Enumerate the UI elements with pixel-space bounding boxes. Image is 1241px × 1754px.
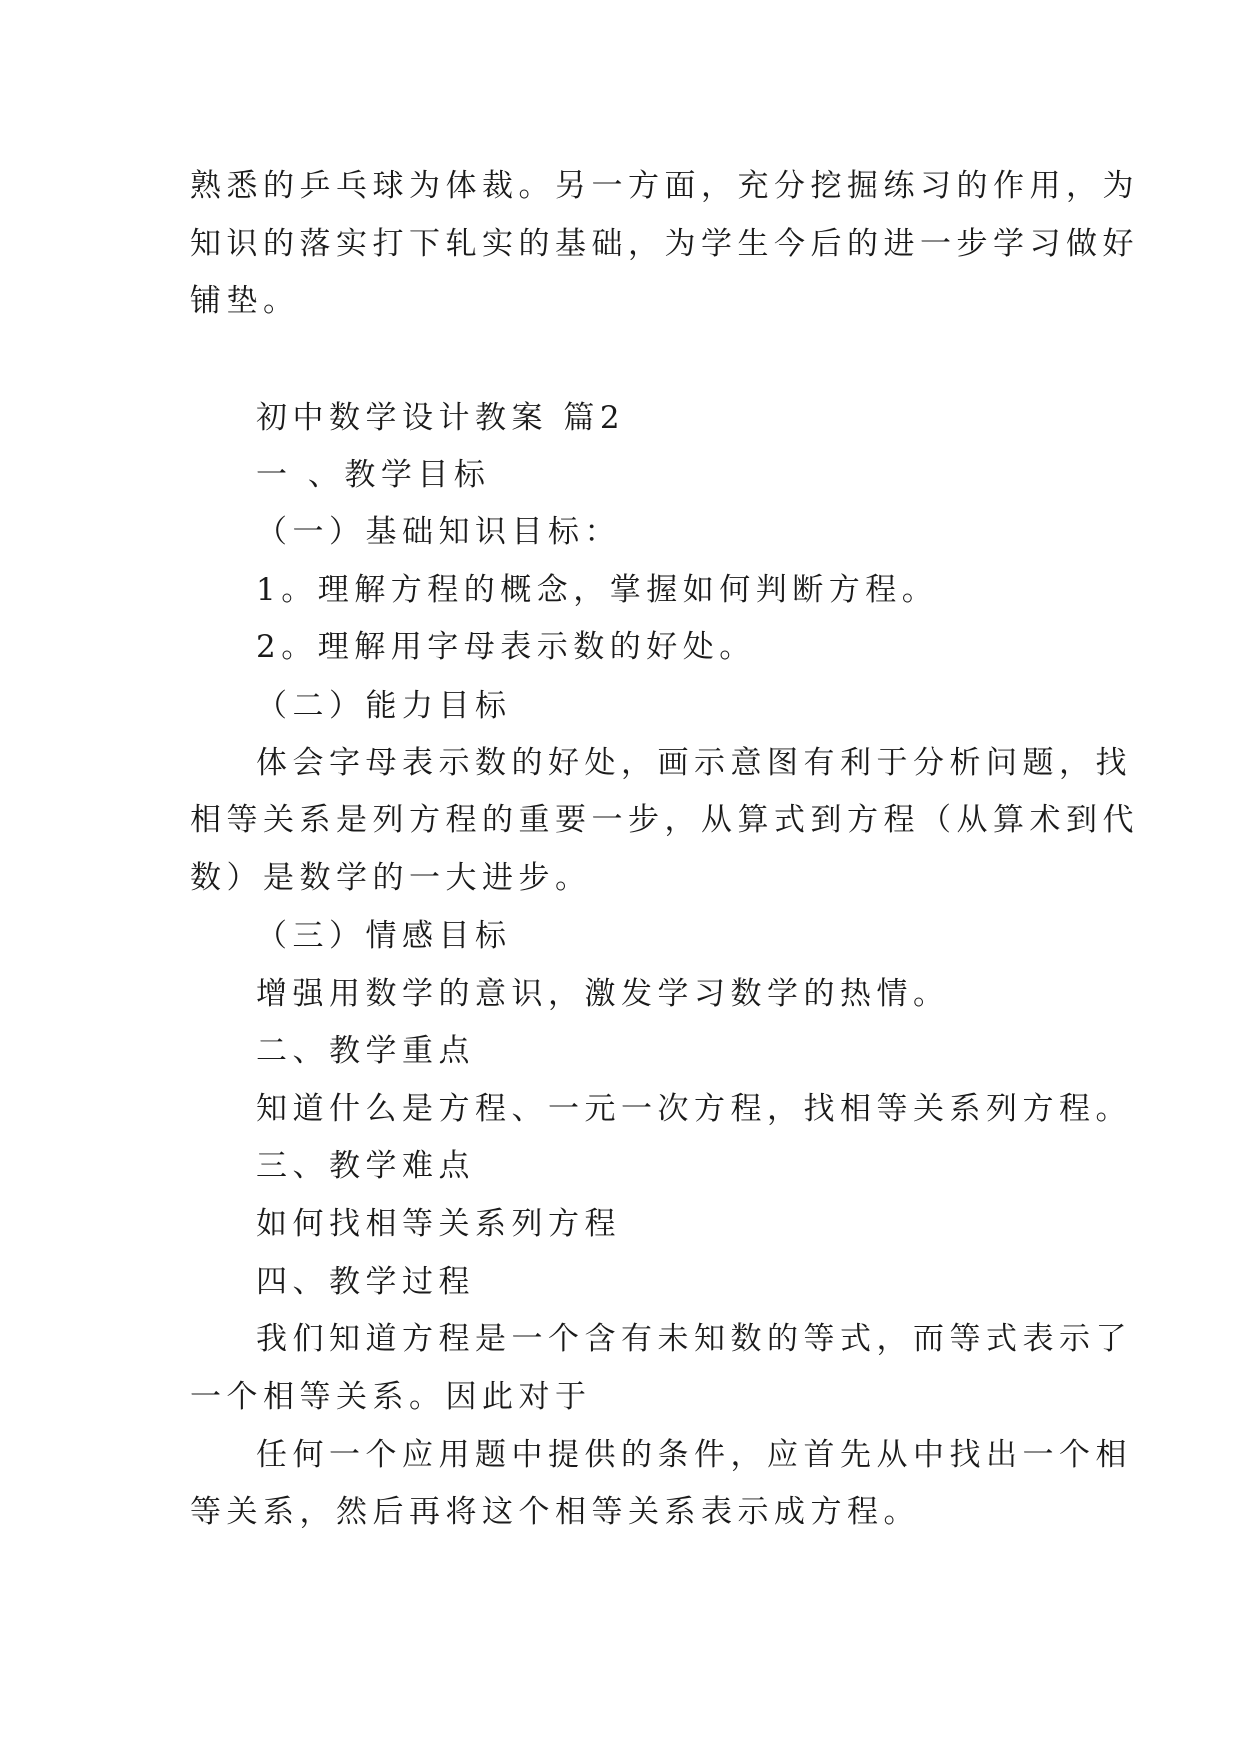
list-item: 2。理解用字母表示数的好处。 (256, 629, 756, 665)
paragraph-line: 铺垫。 (190, 283, 300, 319)
paragraph-line: 知道什么是方程、一元一次方程，找相等关系列方程。 (256, 1091, 1132, 1127)
subheading-ability: （二）能力目标 (256, 688, 512, 724)
heading-process: 四、教学过程 (256, 1264, 475, 1300)
paragraph-line: 增强用数学的意识，激发学习数学的热情。 (256, 976, 950, 1012)
heading-difficulties: 三、教学难点 (256, 1148, 475, 1184)
subheading-basic-knowledge: （一）基础知识目标： (256, 514, 621, 550)
heading-teaching-goals: 一 、教学目标 (256, 457, 491, 493)
paragraph-line: 相等关系是列方程的重要一步，从算式到方程（从算术到代 (190, 802, 1139, 838)
paragraph-line: 一个相等关系。因此对于 (190, 1379, 592, 1415)
paragraph-line: 我们知道方程是一个含有未知数的等式，而等式表示了 (256, 1321, 1132, 1357)
paragraph-line: 任何一个应用题中提供的条件，应首先从中找出一个相 (256, 1437, 1132, 1473)
paragraph-line: 等关系，然后再将这个相等关系表示成方程。 (190, 1494, 920, 1530)
subheading-emotion: （三）情感目标 (256, 918, 512, 954)
paragraph-line: 体会字母表示数的好处，画示意图有利于分析问题，找 (256, 745, 1132, 781)
paragraph-line: 熟悉的乒乓球为体裁。另一方面，充分挖掘练习的作用，为 (190, 168, 1139, 204)
list-item: 1。理解方程的概念，掌握如何判断方程。 (256, 572, 939, 608)
paragraph-line: 如何找相等关系列方程 (256, 1206, 621, 1242)
paragraph-line: 数）是数学的一大进步。 (190, 860, 592, 896)
heading-key-points: 二、教学重点 (256, 1033, 475, 1069)
paragraph-line: 知识的落实打下轧实的基础，为学生今后的进一步学习做好 (190, 226, 1139, 262)
section-title: 初中数学设计教案 篇2 (256, 400, 626, 436)
